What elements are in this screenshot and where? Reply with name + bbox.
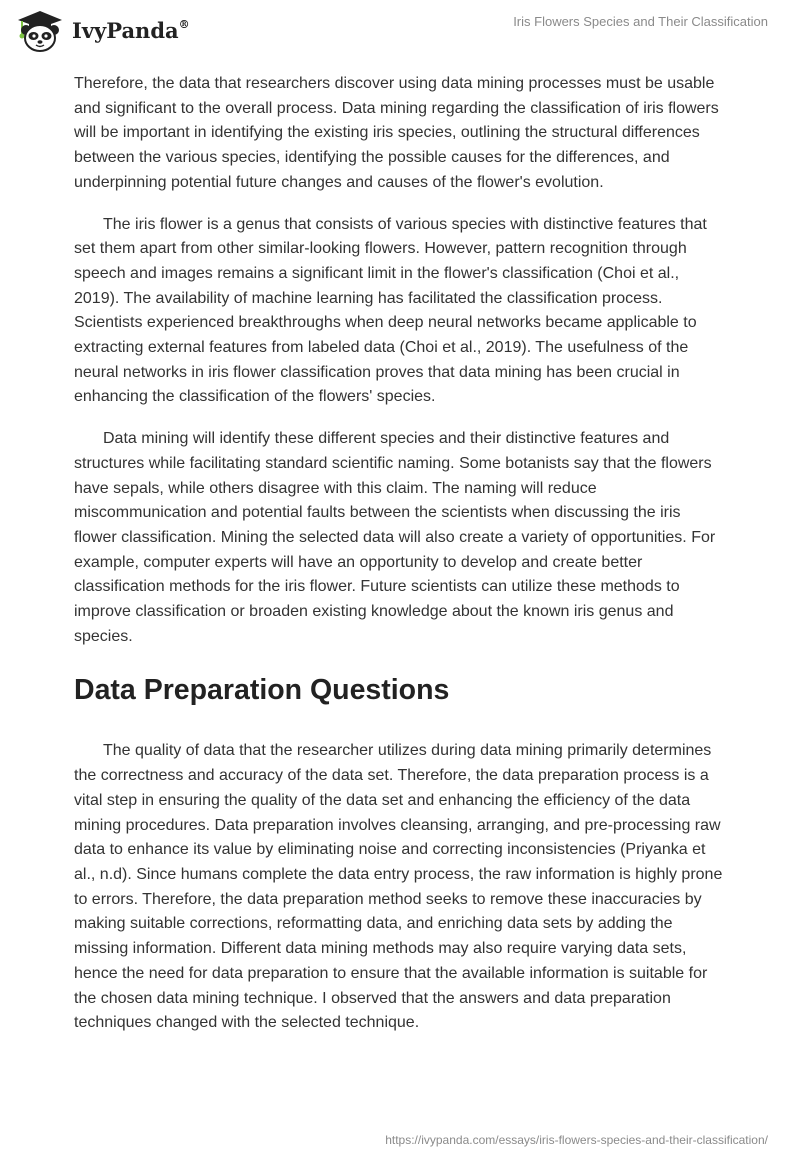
ivypanda-logo[interactable] (14, 8, 190, 52)
section-heading: Data Preparation Questions (74, 674, 450, 707)
source-url-link[interactable]: https://ivypanda.com/essays/iris-flowers-species-and-their-classification/ (385, 1133, 768, 1147)
paragraph-3: Data mining will identify these different species and their distinctive features and structures while facilitating standard scientific naming. Some botanists say that the flowers have sepals, while others disagree with this claim. The naming will reduce miscommunication and potential faults between the scientists when discussing the iris flower classification. Mining the selected data will also create a variety of opportunities. For example, computer experts will have an opportunity to develop and create better classification methods for the iris flower. Future scientists can utilize these methods to improve classification or broaden existing knowledge about the known iris genus and species. (74, 430, 716, 645)
essay-content (74, 72, 726, 1053)
document-title: Iris Flowers Species and Their Classification (513, 14, 768, 29)
registered-mark: ® (178, 17, 190, 31)
paragraph-1: Therefore, the data that researchers discover using data mining processes must be usable and significant to the overall process. Data mining regarding the classification of iris flowers will be important in identifying the existing iris species, outlining the structural differences between the various species, identifying the possible causes for the differences, and underpinning potential future changes and causes of the flower's evolution. (74, 75, 719, 191)
panda-graduate-icon (14, 8, 66, 52)
page-header (0, 0, 800, 64)
logo-text: IvyPanda® (72, 17, 190, 43)
paragraph-2: The iris flower is a genus that consists of various species with distinctive features that set them apart from other similar-looking flowers. However, pattern recognition through speech and images remains a significant limit in the flower's classification (Choi et al., 2019). The availability of machine learning has facilitated the classification process. Scientists experienced breakthroughs when deep neural networks became applicable to extracting external features from labeled data (Choi et al., 2019). The usefulness of the neural networks in iris flower classification proves that data mining has been crucial in enhancing the classification of the flowers' species. (74, 215, 707, 406)
paragraph-4: The quality of data that the researcher utilizes during data mining primarily determines the correctness and accuracy of the data set. Therefore, the data preparation process is a vital step in ensuring the quality of the data set and enhancing the efficiency of the data mining procedures. Data preparation involves cleansing, arranging, and pre-processing raw data to enhance its value by eliminating noise and correcting inconsistencies (Priyanka et al., n.d). Since humans complete the data entry process, the raw information is highly prone to errors. Therefore, the data preparation method seeks to remove these inaccuracies by making suitable corrections, reformatting data, and enriching data sets by adding the missing information. Different data mining methods may also require varying data sets, hence the need for data preparation to ensure that the available information is suitable for the chosen data mining technique. I observed that the answers and data preparation techniques changed with the selected technique. (74, 742, 723, 1032)
